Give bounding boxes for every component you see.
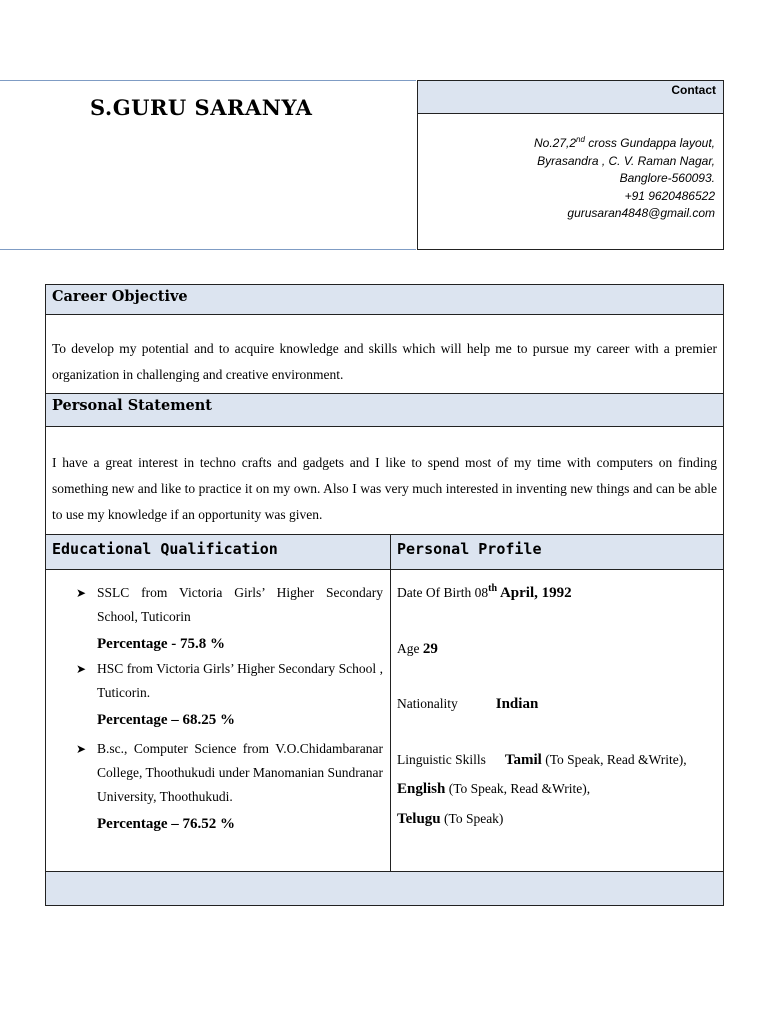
arrow-bullet-icon: ➤ [76, 662, 87, 676]
footer-band [46, 871, 723, 905]
contact-box [417, 80, 724, 250]
phone-number: +91 9620486522 [624, 188, 715, 203]
personal-statement-heading: Personal Statement [46, 393, 723, 427]
address-line-2: Byrasandra , C. V. Raman Nagar, [537, 153, 715, 168]
education-percentage: Percentage – 68.25 % [97, 712, 236, 728]
date-of-birth: Date Of Birth 08th April, 1992 [397, 583, 572, 601]
contact-heading: Contact [418, 81, 723, 114]
age: Age 29 [397, 641, 438, 657]
language-telugu: Telugu (To Speak) [397, 811, 504, 827]
language-english: English (To Speak, Read &Write), [397, 781, 591, 797]
address-line-1: No.27,2nd cross Gundappa layout, [533, 135, 715, 150]
resume-body [45, 284, 724, 906]
education-item: ➤ SSLC from Victoria Girls’ Higher Secondary School, Tuticorin Percentage - 75.8 % [76, 581, 383, 655]
arrow-bullet-icon: ➤ [76, 586, 87, 600]
personal-statement-text: I have a great interest in techno crafts and gadgets and I like to spend most of my time with computers on finding something new and like to practice it on my own. Also I was very much interested in inventing new things and can be able to use my knowledge if an opportunity was given. [52, 455, 717, 522]
candidate-name: S.GURU SARANYA [90, 95, 313, 120]
contact-details [534, 131, 715, 223]
education-percentage: Percentage - 75.8 % [97, 636, 226, 652]
career-objective-text: To develop my potential and to acquire knowledge and skills which will help me to pursue my career with a premier organization in challenging and creative environment. [52, 341, 717, 382]
education-percentage: Percentage – 76.52 % [97, 816, 236, 832]
column-divider [390, 534, 391, 872]
arrow-bullet-icon: ➤ [76, 742, 87, 756]
nationality: Nationality Indian [397, 696, 539, 712]
education-item: ➤ B.sc., Computer Science from V.O.Chidambaranar College, Thoothukudi under Manomanian Sundranar University, Thoothukudi. Percentage – 76.52 % [76, 737, 383, 835]
career-objective-heading: Career Objective [46, 285, 723, 315]
education-item: ➤ HSC from Victoria Girls’ Higher Secondary School , Tuticorin. Percentage – 68.25 % [76, 657, 383, 731]
profile-heading: Personal Profile [391, 534, 723, 570]
address-line-3: Banglore-560093. [619, 171, 715, 185]
email-address: gurusaran4848@gmail.com [567, 206, 715, 220]
linguistic-skills: Linguistic Skills Tamil (To Speak, Read &Write), [397, 752, 687, 768]
education-heading: Educational Qualification [46, 534, 390, 570]
education-list [76, 581, 383, 835]
